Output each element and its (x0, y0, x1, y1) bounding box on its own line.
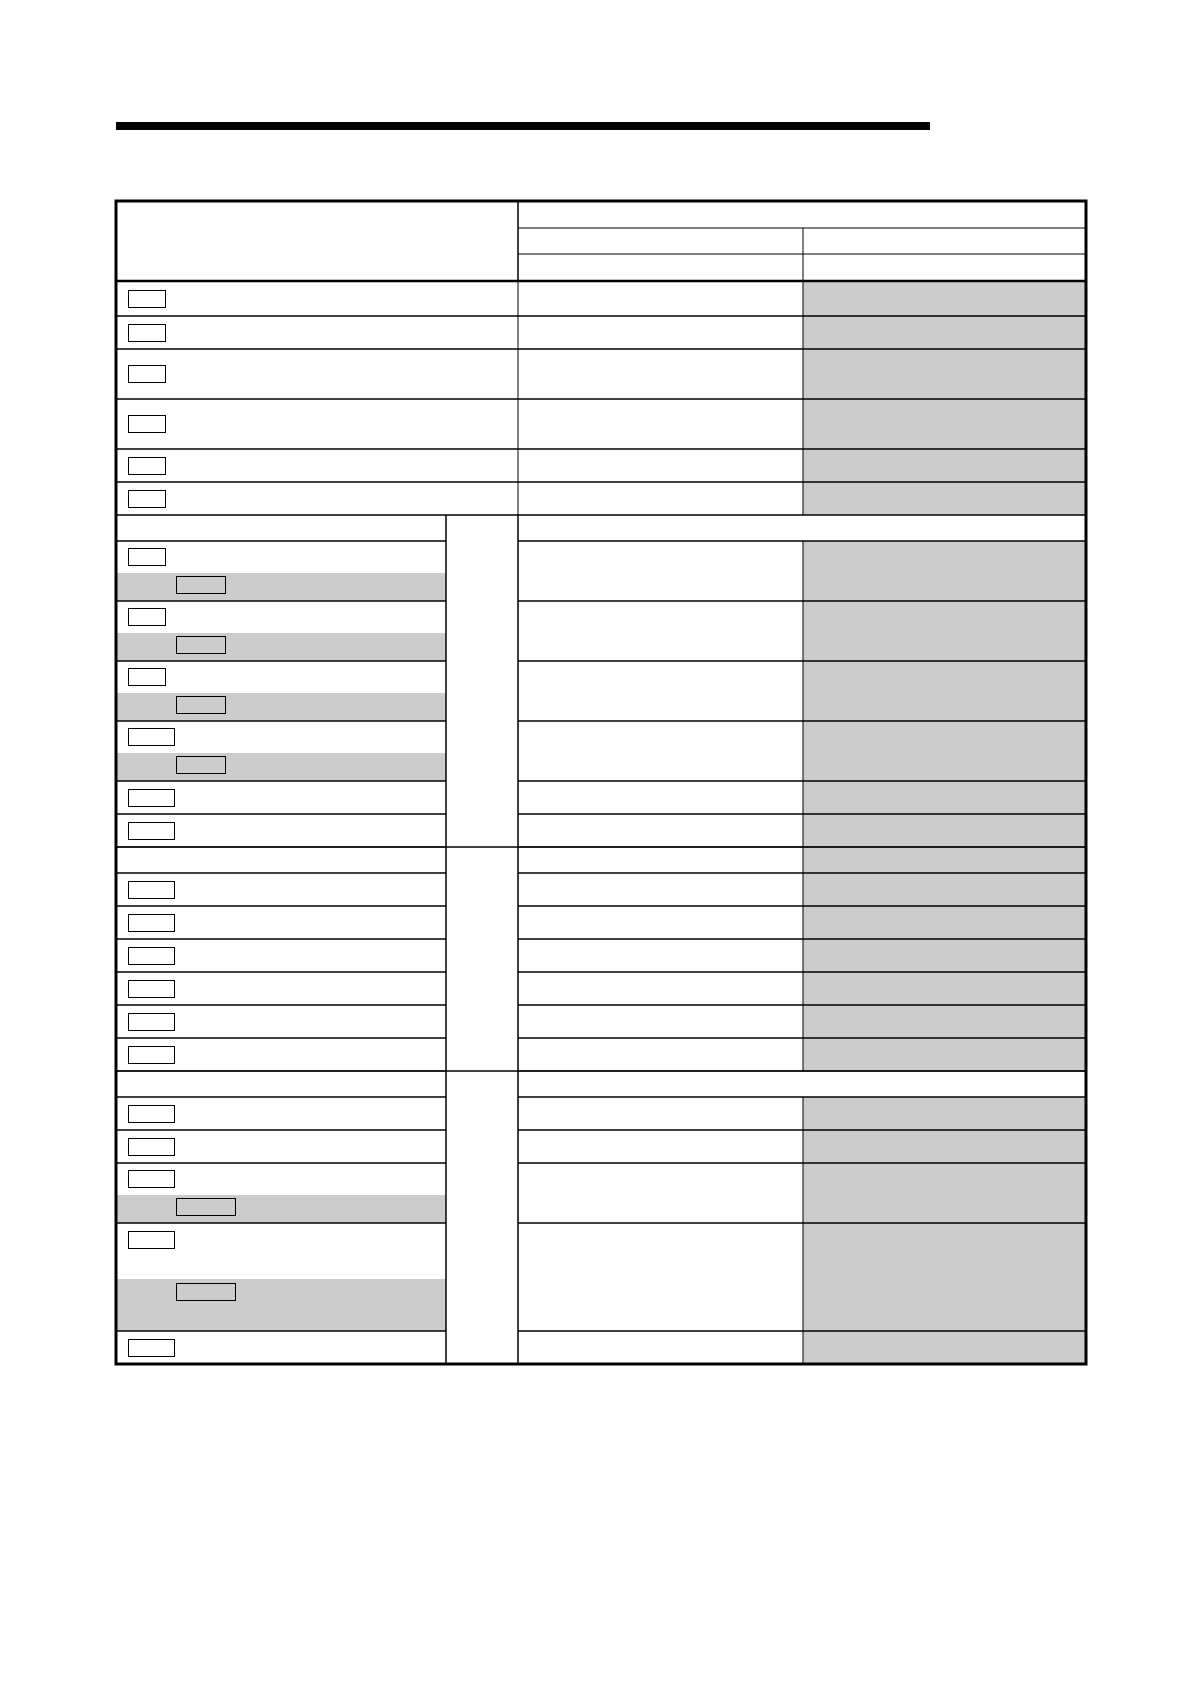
sub-row-shade (117, 1195, 446, 1223)
key-box (129, 948, 175, 965)
key-box (129, 291, 166, 308)
key-box (129, 729, 175, 746)
row-col-b-shade (803, 873, 1086, 906)
row-col-b-shade (803, 541, 1086, 601)
key-box (129, 882, 175, 899)
section-header-col-b-shade (803, 847, 1086, 873)
key-box (129, 491, 166, 508)
top-row-col-b-shade (803, 482, 1086, 515)
key-box (129, 981, 175, 998)
key-box (129, 609, 166, 626)
sub-row-shade (117, 1279, 446, 1331)
key-box (129, 790, 175, 807)
row-col-b-shade (803, 814, 1086, 847)
sub-row-shade (117, 573, 446, 601)
key-box (129, 458, 166, 475)
row-col-b-shade (803, 601, 1086, 661)
row-col-b-shade (803, 721, 1086, 781)
key-box (129, 669, 166, 686)
top-row-col-b-shade (803, 399, 1086, 449)
top-row-col-b-shade (803, 349, 1086, 399)
key-box (129, 1232, 175, 1249)
row-col-b-shade (803, 781, 1086, 814)
row-col-b-shade (803, 1130, 1086, 1163)
top-row-col-b-shade (803, 281, 1086, 316)
row-col-b-shade (803, 1097, 1086, 1130)
key-box (129, 915, 175, 932)
row-col-b-shade (803, 972, 1086, 1005)
key-box (129, 823, 175, 840)
key-box (129, 325, 166, 342)
key-box (129, 416, 166, 433)
top-row-col-b-shade (803, 316, 1086, 349)
key-box (129, 1340, 175, 1357)
shaded-cells (117, 281, 1086, 1364)
row-col-b-shade (803, 1223, 1086, 1331)
row-col-b-shade (803, 906, 1086, 939)
row-col-b-shade (803, 1163, 1086, 1223)
row-col-b-shade (803, 661, 1086, 721)
header-rule (116, 122, 930, 130)
top-row-col-b-shade (803, 449, 1086, 482)
key-box (129, 366, 166, 383)
row-col-b-shade (803, 939, 1086, 972)
row-col-b-shade (803, 1331, 1086, 1364)
key-box (129, 1014, 175, 1031)
sub-row-shade (117, 693, 446, 721)
key-box (129, 1106, 175, 1123)
key-box (129, 1047, 175, 1064)
key-box (129, 1171, 175, 1188)
key-box (129, 549, 166, 566)
key-box (129, 1139, 175, 1156)
sub-row-shade (117, 753, 446, 781)
sub-row-shade (117, 633, 446, 661)
row-col-b-shade (803, 1005, 1086, 1038)
row-col-b-shade (803, 1038, 1086, 1071)
